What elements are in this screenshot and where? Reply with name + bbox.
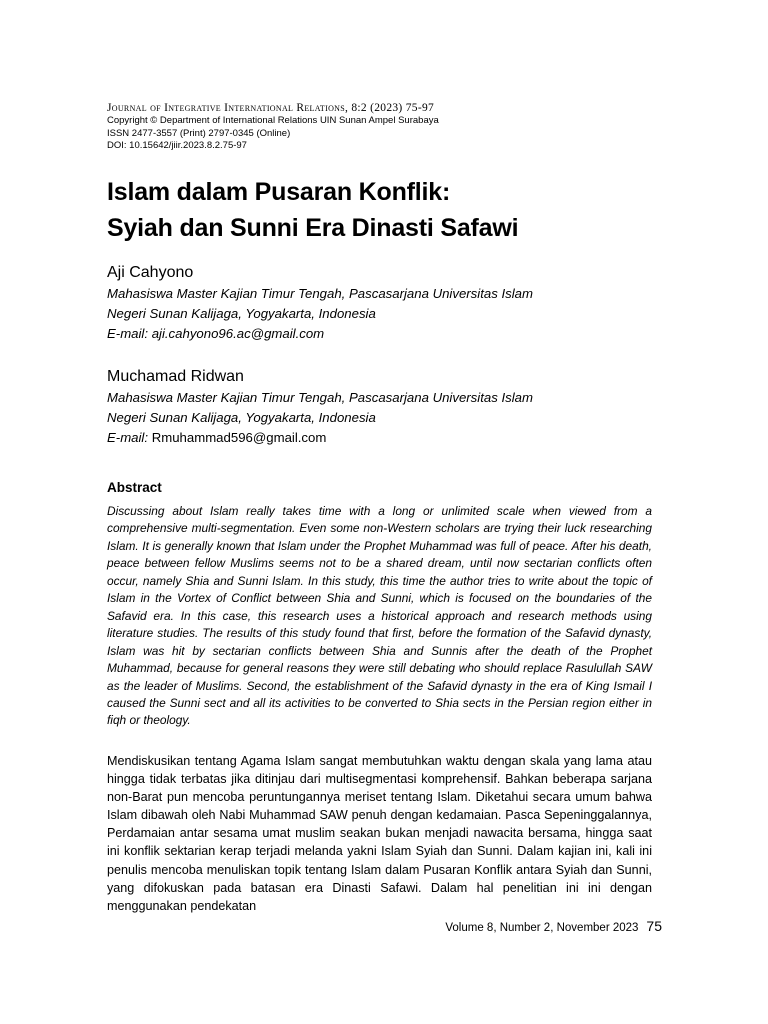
email-label: E-mail: [107, 326, 149, 341]
title-line-2: Syiah dan Sunni Era Dinasti Safawi [107, 214, 519, 242]
author-affiliation-line-2: Negeri Sunan Kalijaga, Yogyakarta, Indonesia [107, 306, 376, 321]
author-block-2 [107, 366, 667, 448]
issn-line: ISSN 2477-3557 (Print) 2797-0345 (Online) [107, 127, 291, 139]
article-title [107, 174, 667, 246]
author-name: Muchamad Ridwan [107, 368, 244, 385]
author-email-line [107, 428, 667, 448]
author-affiliation-line-2: Negeri Sunan Kalijaga, Yogyakarta, Indonesia [107, 410, 376, 425]
page-footer [360, 918, 662, 936]
volume-info: Volume 8, Number 2, November 2023 [445, 922, 639, 934]
journal-header [107, 101, 667, 153]
abstract-heading: Abstract [107, 480, 162, 495]
abstract-text: Discussing about Islam really takes time with a long or unlimited scale when viewed from a comprehensive multi-segmentation. Even some non-Western scholars are trying their luck researching Islam. It is generally known that Islam under the Prophet Muhammad was full of peace. After his death, peace between fellow Muslims seems not to be a shared dream, until now sectarian conflicts often occur, namely Shia and Sunni Islam. In this study, this time the author tries to write about the topic of Islam in the Vortex of Conflict between Shia and Sunni, which is focused on the boundaries of the Safavid era. In this case, this research uses a historical approach and research methods using literature studies. The results of this study found that first, before the formation of the Safavid dynasty, Islam was hit by sectarian conflicts between Shia and Sunnis after the death of the Prophet Muhammad, because for general reasons they were still debating who should replace Rasulullah SAW as the leader of Muslims. Second, the establishment of the Safavid dynasty in the era of King Ismail I caused the Sunni sect and all its activities to be converted to Shia sects in the Persian region either in fiqh or theology. [107, 504, 652, 728]
email-label: E-mail: [107, 430, 149, 445]
author-email: aji.cahyono96.ac@gmail.com [151, 326, 325, 341]
author-affiliation-line-1: Mahasiswa Master Kajian Timur Tengah, Pascasarjana Universitas Islam [107, 286, 533, 301]
journal-name: Journal of Integrative International Relations, 8:2 (2023) 75-97 [107, 102, 435, 114]
page-number: 75 [646, 918, 662, 934]
title-line-1: Islam dalam Pusaran Konflik: [107, 178, 451, 206]
author-email: Rmuhammad596@gmail.com [151, 430, 327, 445]
doi-line: DOI: 10.15642/jiir.2023.8.2.75-97 [107, 140, 247, 151]
copyright-line: Copyright © Department of International Relations UIN Sunan Ampel Surabaya [107, 115, 439, 126]
author-email-line [107, 324, 667, 344]
body-paragraph: Mendiskusikan tentang Agama Islam sangat membutuhkan waktu dengan skala yang lama atau hingga tidak terbatas jika ditinjau dari multisegmentasi komprehensif. Bahkan beberapa sarjana non-Barat pun mencoba peruntungannya meriset tentang Islam. Diketahui secara umum bahwa Islam dibawah oleh Nabi Muhammad SAW penuh dengan kedamaian. Pasca Sepeninggalannya, Perdamaian antar sesama umat muslim seakan bukan menjadi nawacita bersama, hingga saat ini konflik sektarian kerap terjadi melanda yakni Islam Syiah dan Sunni. Dalam kajian ini, kali ini penulis mencoba menuliskan topik tentang Islam dalam Pusaran Konflik antara Syiah dan Sunni, yang difokuskan pada batasan era Dinasti Safawi. Dalam hal penelitian ini ini dengan menggunakan pendekatan [107, 754, 652, 913]
author-name: Aji Cahyono [107, 264, 194, 281]
author-block-1 [107, 262, 667, 344]
author-affiliation-line-1: Mahasiswa Master Kajian Timur Tengah, Pascasarjana Universitas Islam [107, 390, 533, 405]
